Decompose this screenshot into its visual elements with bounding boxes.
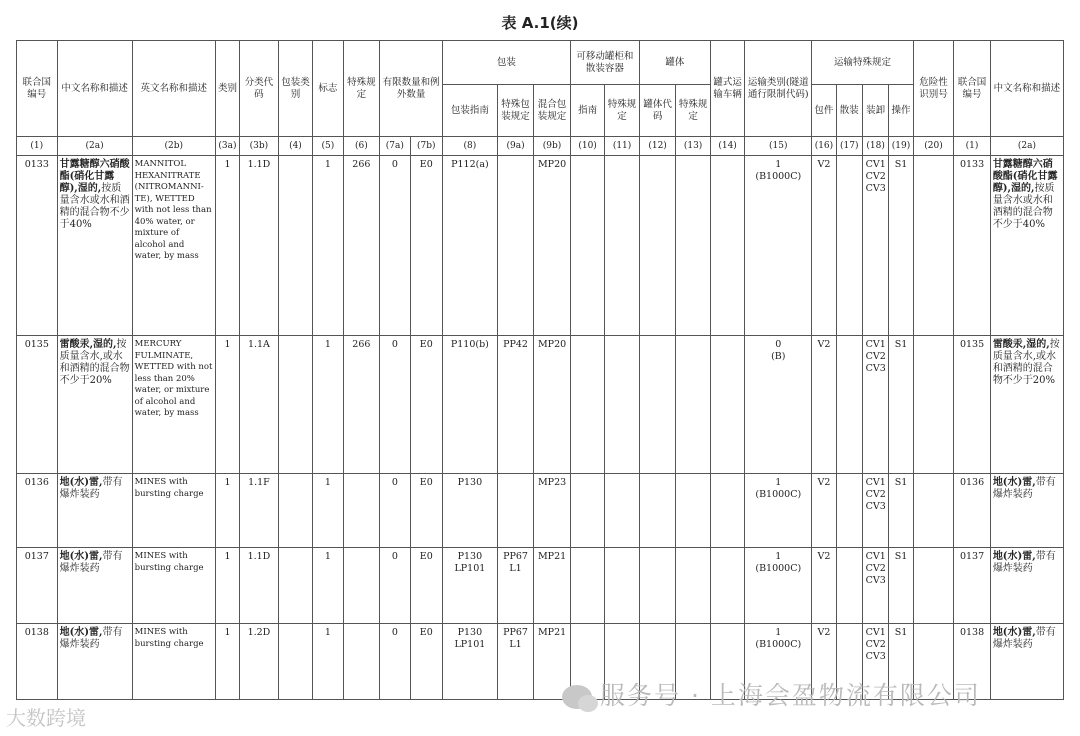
cell-tank-vehicle: [710, 474, 744, 548]
col-num: (9a): [497, 137, 534, 156]
header-port-instr: 指南: [570, 85, 604, 137]
cell-name-zh-2: [990, 474, 1063, 548]
header-special-provisions: 特殊规定: [343, 41, 380, 137]
name-bold-part: 地(水)雷,: [59, 477, 103, 488]
cell-un-no: 0137: [17, 548, 58, 624]
cell-special-packing: PP67 L1: [497, 624, 534, 700]
table-row: [17, 336, 1064, 474]
cell-tank-special: [676, 156, 711, 336]
cell-un-no-2: 0137: [954, 548, 991, 624]
cell-limited-qty: 0: [380, 624, 410, 700]
cell-name-zh-2: [990, 336, 1063, 474]
tunnel-code: (B1000C): [755, 489, 802, 500]
cell-special-packing: [497, 156, 534, 336]
cell-hazard-id: [913, 336, 954, 474]
cell-class: 1: [215, 156, 239, 336]
cell-bulk: [836, 548, 862, 624]
col-num: (2a): [990, 137, 1063, 156]
header-bulk: 散装: [836, 85, 862, 137]
col-num: (2a): [57, 137, 132, 156]
header-packing-group: 包装类别: [278, 41, 312, 137]
cell-special-packing: [497, 474, 534, 548]
cell-excepted-qty: E0: [410, 156, 442, 336]
header-pkg-instr: 包装指南: [443, 85, 498, 137]
header-special-transport: 运输特殊规定: [812, 41, 913, 85]
col-num: (1): [954, 137, 991, 156]
table-row: [17, 548, 1064, 624]
cell-operation: S1: [889, 548, 913, 624]
name-description-part: 按质量含水,或水和酒精的混合物不少于20%: [59, 339, 130, 386]
watermark-corner: 大数跨境: [6, 706, 86, 730]
cell-label: 1: [313, 336, 343, 474]
cell-class: 1: [215, 336, 239, 474]
cell-special-provisions: [343, 624, 380, 700]
cell-limited-qty: 0: [380, 548, 410, 624]
cell-bulk: [836, 156, 862, 336]
cell-transport-category: [745, 474, 812, 548]
header-packaging: 包装: [443, 41, 571, 85]
column-number-row: [17, 137, 1064, 156]
cell-un-no: 0135: [17, 336, 58, 474]
name-bold-part: 地(水)雷,: [59, 551, 103, 562]
col-num: (12): [639, 137, 676, 156]
name-bold-part: 甘露糖醇六硝酸酯(硝化甘露醇),湿的,: [59, 159, 130, 194]
cell-transport-category: [745, 548, 812, 624]
cell-portable-instruction: [570, 156, 604, 336]
name-bold-part: 地(水)雷,: [992, 551, 1036, 562]
transport-category: 0: [775, 339, 782, 350]
cell-pkg-provision: V2: [812, 548, 836, 624]
name-bold-part: 甘露糖醇六硝酸酯(硝化甘露醇),湿的,: [992, 159, 1058, 194]
transport-category: 1: [775, 477, 782, 488]
cell-packing-instruction: P130: [443, 474, 498, 548]
cell-excepted-qty: E0: [410, 336, 442, 474]
wechat-icon: [562, 685, 592, 709]
cell-name-en: MINES with bursting charge: [132, 548, 215, 624]
cell-special-provisions: 266: [343, 156, 380, 336]
cell-mixed-packing: MP21: [534, 624, 571, 700]
cell-loading: CV1 CV2 CV3: [862, 624, 888, 700]
col-num: (13): [676, 137, 711, 156]
cell-loading: CV1 CV2 CV3: [862, 548, 888, 624]
cell-tank-code: [639, 474, 676, 548]
cell-packing-group: [278, 624, 312, 700]
cell-portable-special: [605, 548, 640, 624]
cell-mixed-packing: MP23: [534, 474, 571, 548]
cell-pkg-provision: V2: [812, 474, 836, 548]
col-num: (15): [745, 137, 812, 156]
table-row: [17, 156, 1064, 336]
cell-special-packing: PP67 L1: [497, 548, 534, 624]
name-description-part: 带有爆炸装药: [992, 477, 1056, 500]
cell-un-no-2: 0135: [954, 336, 991, 474]
cell-tank-code: [639, 156, 676, 336]
cell-class-code: 1.2D: [240, 624, 279, 700]
header-pkg-sp: 特殊包装规定: [497, 85, 534, 137]
cell-class: 1: [215, 624, 239, 700]
name-bold-part: 地(水)雷,: [992, 477, 1036, 488]
cell-name-zh: [57, 336, 132, 474]
cell-mixed-packing: MP20: [534, 156, 571, 336]
watermark-service-account: [562, 676, 981, 712]
col-num: (3b): [240, 137, 279, 156]
cell-class-code: 1.1D: [240, 548, 279, 624]
cell-operation: S1: [889, 624, 913, 700]
cell-portable-instruction: [570, 474, 604, 548]
table-title: 表 A.1(续): [501, 14, 579, 32]
cell-special-provisions: 266: [343, 336, 380, 474]
col-num: (5): [313, 137, 343, 156]
cell-label: 1: [313, 548, 343, 624]
name-description-part: 带有爆炸装药: [992, 627, 1056, 650]
name-bold-part: 雷酸汞,湿的,: [59, 339, 117, 350]
cell-tank-code: [639, 336, 676, 474]
cell-un-no: 0136: [17, 474, 58, 548]
cell-name-en: MINES with bursting charge: [132, 624, 215, 700]
cell-tank-vehicle: [710, 336, 744, 474]
cell-special-packing: PP42: [497, 336, 534, 474]
cell-label: 1: [313, 624, 343, 700]
dangerous-goods-table: [16, 40, 1064, 700]
name-description-part: 按质量含水,或水和酒精的混合物不少于20%: [992, 339, 1060, 386]
cell-label: 1: [313, 156, 343, 336]
cell-limited-qty: 0: [380, 474, 410, 548]
cell-portable-instruction: [570, 336, 604, 474]
name-description-part: 按质量含水或水和酒精的混合物不少于40%: [59, 183, 130, 230]
col-num: (6): [343, 137, 380, 156]
transport-category: 1: [775, 159, 782, 170]
cell-hazard-id: [913, 548, 954, 624]
cell-name-zh: [57, 156, 132, 336]
cell-excepted-qty: E0: [410, 624, 442, 700]
col-num: (14): [710, 137, 744, 156]
table-row: [17, 474, 1064, 548]
header-name-zh: 中文名称和描述: [57, 41, 132, 137]
cell-special-provisions: [343, 474, 380, 548]
col-num: (8): [443, 137, 498, 156]
cell-packing-group: [278, 336, 312, 474]
col-num: (7a): [380, 137, 410, 156]
name-description-part: 带有爆炸装药: [59, 477, 123, 500]
header-tank-sp: 特殊规定: [676, 85, 711, 137]
cell-tank-vehicle: [710, 156, 744, 336]
name-description-part: 带有爆炸装药: [992, 551, 1056, 574]
cell-name-en: MERCURY FULMINATE, WETTED with not less than 20% water, or mixture of alcohol and water, by mass: [132, 336, 215, 474]
cell-excepted-qty: E0: [410, 474, 442, 548]
col-num: (1): [17, 137, 58, 156]
cell-loading: CV1 CV2 CV3: [862, 156, 888, 336]
header-hazard-id: 危险性识别号: [913, 41, 954, 137]
header-tank-vehicle: 罐式运输车辆: [710, 41, 744, 137]
cell-packing-instruction: P110(b): [443, 336, 498, 474]
col-num: (16): [812, 137, 836, 156]
cell-un-no-2: 0136: [954, 474, 991, 548]
header-transport-category: 运输类别(隧道通行限制代码): [745, 41, 812, 137]
header-label: 标志: [313, 41, 343, 137]
cell-tank-special: [676, 474, 711, 548]
cell-name-en: MINES with bursting charge: [132, 474, 215, 548]
cell-mixed-packing: MP21: [534, 548, 571, 624]
cell-transport-category: [745, 336, 812, 474]
name-bold-part: 地(水)雷,: [992, 627, 1036, 638]
cell-name-zh: [57, 548, 132, 624]
cell-excepted-qty: E0: [410, 548, 442, 624]
cell-name-zh-2: [990, 548, 1063, 624]
tunnel-code: (B): [771, 351, 786, 362]
cell-tank-vehicle: [710, 548, 744, 624]
cell-pkg-provision: V2: [812, 624, 836, 700]
tunnel-code: (B1000C): [755, 171, 802, 182]
cell-mixed-packing: MP20: [534, 336, 571, 474]
name-description-part: 带有爆炸装药: [59, 551, 123, 574]
header-tank: 罐体: [639, 41, 710, 85]
cell-pkg-provision: V2: [812, 336, 836, 474]
cell-class-code: 1.1F: [240, 474, 279, 548]
col-num: (7b): [410, 137, 442, 156]
cell-name-zh: [57, 474, 132, 548]
cell-tank-special: [676, 548, 711, 624]
cell-hazard-id: [913, 474, 954, 548]
header-mixed: 混合包装规定: [534, 85, 571, 137]
cell-loading: CV1 CV2 CV3: [862, 336, 888, 474]
cell-packing-group: [278, 474, 312, 548]
cell-packing-instruction: P112(a): [443, 156, 498, 336]
header-portable-tanks: 可移动罐柜和散装容器: [570, 41, 639, 85]
cell-class: 1: [215, 474, 239, 548]
name-description-part: 按质量含水或水和酒精的混合物不少于40%: [992, 183, 1055, 230]
cell-packing-group: [278, 156, 312, 336]
header-operation: 操作: [889, 85, 913, 137]
col-num: (20): [913, 137, 954, 156]
col-num: (18): [862, 137, 888, 156]
cell-tank-code: [639, 548, 676, 624]
tunnel-code: (B1000C): [755, 563, 802, 574]
cell-un-no: 0133: [17, 156, 58, 336]
cell-packing-instruction: P130 LP101: [443, 624, 498, 700]
name-description-part: 带有爆炸装药: [59, 627, 123, 650]
col-num: (9b): [534, 137, 571, 156]
header-class: 类别: [215, 41, 239, 137]
cell-limited-qty: 0: [380, 336, 410, 474]
cell-portable-special: [605, 474, 640, 548]
col-num: (10): [570, 137, 604, 156]
cell-portable-instruction: [570, 548, 604, 624]
cell-operation: S1: [889, 156, 913, 336]
col-num: (4): [278, 137, 312, 156]
header-tank-code: 罐体代码: [639, 85, 676, 137]
cell-label: 1: [313, 474, 343, 548]
table-body: [17, 156, 1064, 700]
cell-portable-special: [605, 336, 640, 474]
cell-bulk: [836, 336, 862, 474]
col-num: (3a): [215, 137, 239, 156]
cell-limited-qty: 0: [380, 156, 410, 336]
header-port-sp: 特殊规定: [605, 85, 640, 137]
cell-packing-instruction: P130 LP101: [443, 548, 498, 624]
cell-loading: CV1 CV2 CV3: [862, 474, 888, 548]
col-num: (19): [889, 137, 913, 156]
cell-transport-category: [745, 156, 812, 336]
header-un-no: 联合国编号: [17, 41, 58, 137]
cell-class: 1: [215, 548, 239, 624]
cell-name-zh-2: [990, 624, 1063, 700]
cell-portable-special: [605, 156, 640, 336]
cell-operation: S1: [889, 474, 913, 548]
cell-un-no-2: 0133: [954, 156, 991, 336]
cell-hazard-id: [913, 156, 954, 336]
cell-name-zh: [57, 624, 132, 700]
header-class-code: 分类代码: [240, 41, 279, 137]
watermark-text: 服务号 · 上海会盈物流有限公司: [600, 681, 981, 710]
cell-un-no: 0138: [17, 624, 58, 700]
transport-category: 1: [775, 627, 782, 638]
tunnel-code: (B1000C): [755, 639, 802, 650]
cell-name-en: MANNITOL HEXANITRATE (NITROMANNI-TE), WETTED with not less than 40% water, or mixture of alcohol and water, by mass: [132, 156, 215, 336]
cell-operation: S1: [889, 336, 913, 474]
cell-tank-special: [676, 336, 711, 474]
cell-un-no-2: 0138: [954, 624, 991, 700]
cell-name-zh-2: [990, 156, 1063, 336]
cell-class-code: 1.1D: [240, 156, 279, 336]
header-name-zh-2: 中文名称和描述: [990, 41, 1063, 137]
header-limited-excepted: 有限数量和例外数量: [380, 41, 443, 137]
header-pkg-piece: 包件: [812, 85, 836, 137]
col-num: (11): [605, 137, 640, 156]
header-un-no-2: 联合国编号: [954, 41, 991, 137]
cell-special-provisions: [343, 548, 380, 624]
cell-bulk: [836, 474, 862, 548]
name-bold-part: 雷酸汞,湿的,: [992, 339, 1050, 350]
col-num: (2b): [132, 137, 215, 156]
col-num: (17): [836, 137, 862, 156]
transport-category: 1: [775, 551, 782, 562]
table-header: [17, 41, 1064, 156]
header-name-en: 英文名称和描述: [132, 41, 215, 137]
name-bold-part: 地(水)雷,: [59, 627, 103, 638]
cell-class-code: 1.1A: [240, 336, 279, 474]
cell-packing-group: [278, 548, 312, 624]
cell-pkg-provision: V2: [812, 156, 836, 336]
header-loading: 装卸: [862, 85, 888, 137]
